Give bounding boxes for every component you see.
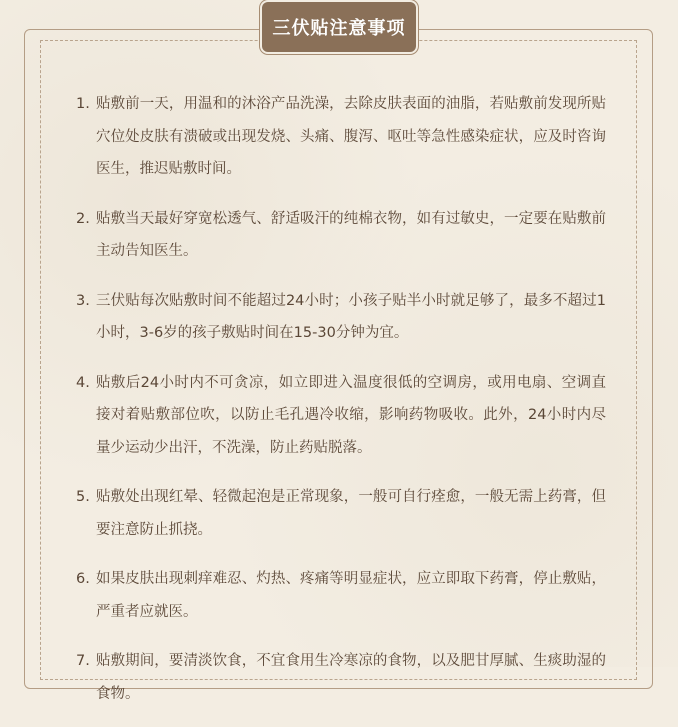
list-item xyxy=(76,367,606,465)
list-item xyxy=(76,563,606,628)
item-text: 三伏贴每次贴敷时间不能超过24小时；小孩子贴半小时就足够了，最多不超过1小时，3-6岁的孩子敷贴时间在15-30分钟为宜。 xyxy=(96,292,606,341)
item-number: 2. xyxy=(76,210,90,227)
item-number: 4. xyxy=(76,374,90,391)
page-title: 三伏贴注意事项 xyxy=(262,2,416,52)
item-text: 贴敷后24小时内不可贪凉，如立即进入温度很低的空调房，或用电扇、空调直接对着贴敷部位吹，以防止毛孔遇冷收缩，影响药物吸收。此外，24小时内尽量少运动少出汗，不洗澡，防止药贴脱落。 xyxy=(96,374,606,456)
item-text: 贴敷当天最好穿宽松透气、舒适吸汗的纯棉衣物，如有过敏史，一定要在贴敷前主动告知医生。 xyxy=(96,210,606,259)
item-text: 如果皮肤出现刺痒难忍、灼热、疼痛等明显症状，应立即取下药膏，停止敷贴，严重者应就医。 xyxy=(96,571,606,620)
list-item xyxy=(76,481,606,546)
item-number: 5. xyxy=(76,489,90,505)
list-item xyxy=(76,203,606,268)
item-number: 3. xyxy=(76,292,90,309)
item-number: 7. xyxy=(76,653,90,669)
item-number: 1. xyxy=(76,96,90,112)
list-item xyxy=(76,88,606,186)
item-number: 6. xyxy=(76,571,90,587)
list-item xyxy=(76,645,606,710)
item-text: 贴敷前一天，用温和的沐浴产品洗澡，去除皮肤表面的油脂，若贴敷前发现所贴穴位处皮肤有溃破或出现发烧、头痛、腹泻、呕吐等急性感染症状，应及时咨询医生，推迟贴敷时间。 xyxy=(96,96,606,177)
list-item xyxy=(76,285,606,350)
item-text: 贴敷期间，要清淡饮食，不宜食用生冷寒凉的食物，以及肥甘厚腻、生痰助湿的食物。 xyxy=(96,653,606,702)
notes-list xyxy=(76,88,606,727)
item-text: 贴敷处出现红晕、轻微起泡是正常现象，一般可自行痊愈，一般无需上药膏，但要注意防止抓挠。 xyxy=(96,489,606,538)
